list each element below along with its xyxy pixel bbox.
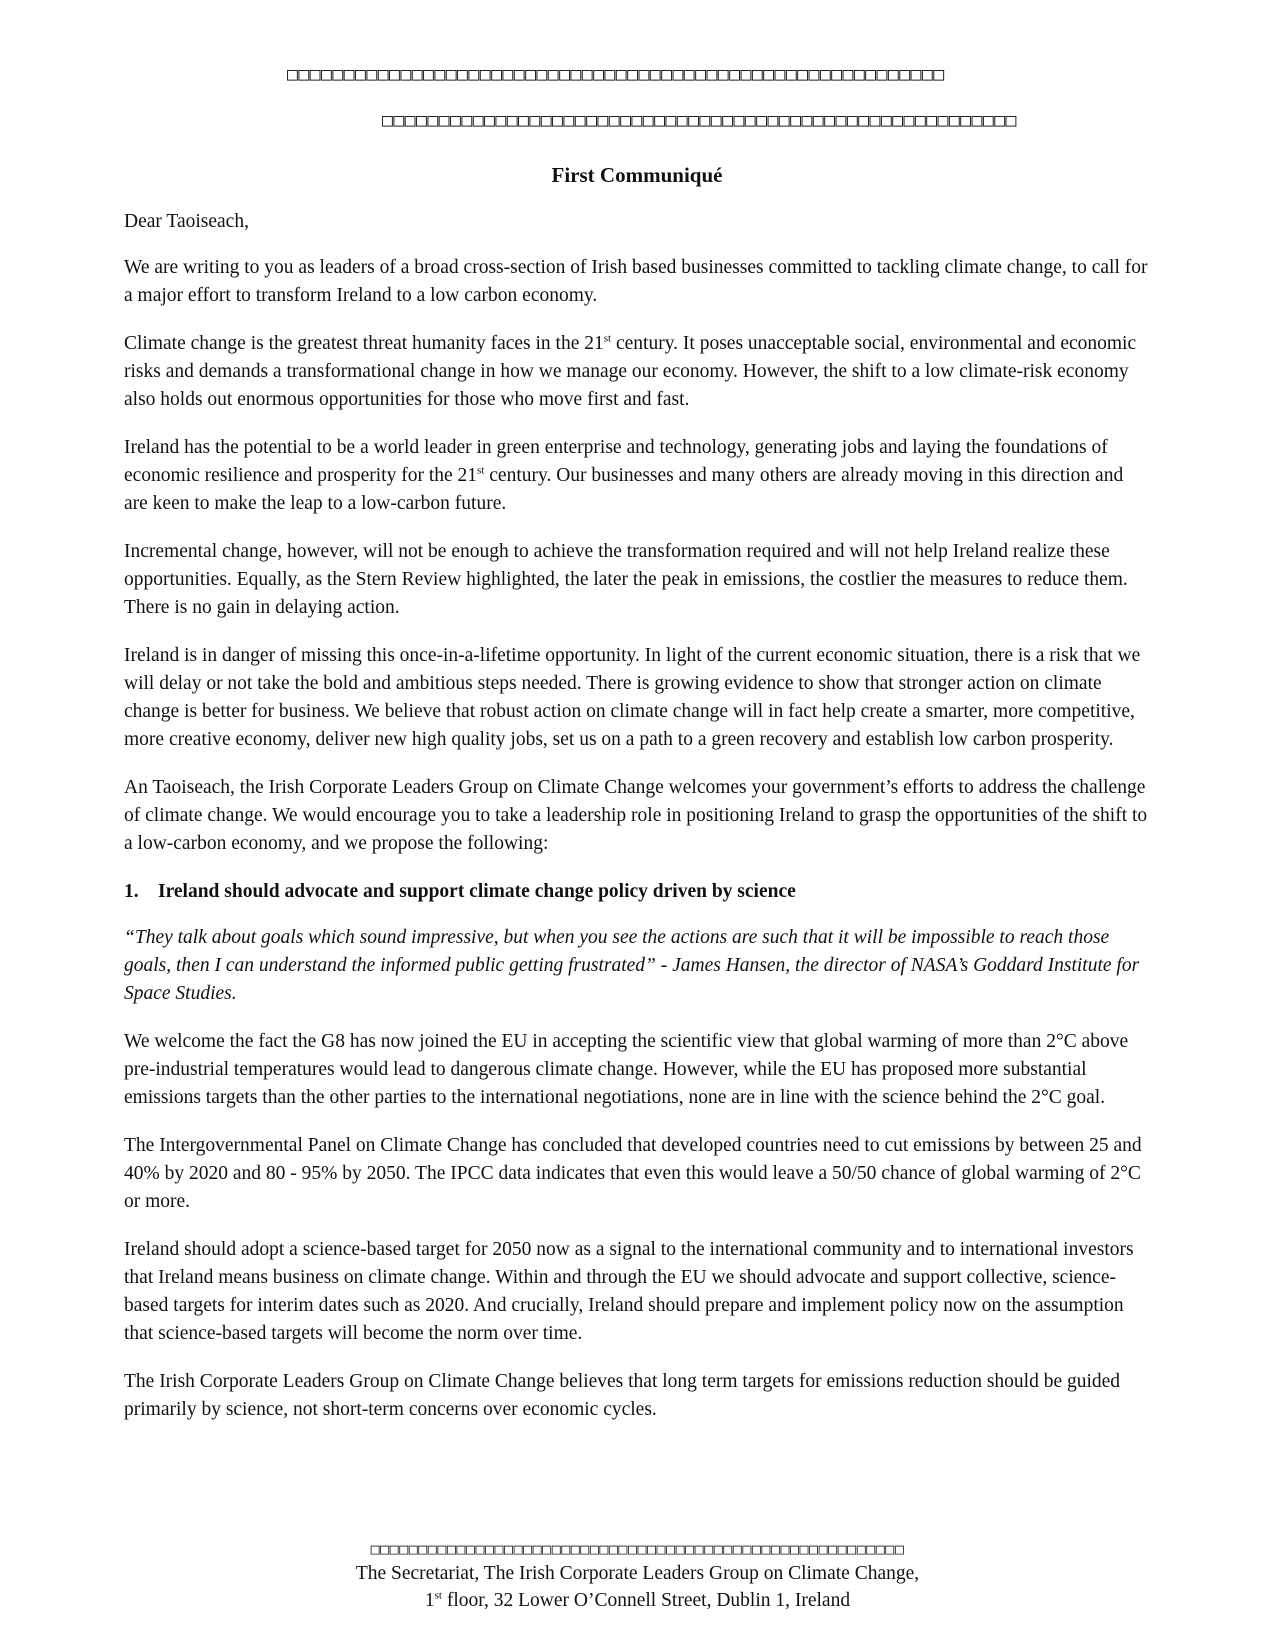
header-glyph-line-1: □□□□□□□□□□□□□□□□□□□□□□□□□□□□□□□□□□□□□□□□□□□□□□□□□□□□□□□□□□ xyxy=(287,64,945,85)
footer-address-line-1: The Secretariat, The Irish Corporate Leaders Group on Climate Change, xyxy=(355,1563,920,1584)
section-1-quote: “They talk about goals which sound impressive, but when you see the actions are such that it will be impossible to reach those goals, then I can understand the informed public getting frustrated” - James Hansen, the director of NASA’s Goddard Institute for Space Studies. xyxy=(124,927,1140,1004)
letter-body xyxy=(124,208,1150,1444)
footer xyxy=(0,1538,1275,1614)
paragraph-3: Ireland has the potential to be a world leader in green enterprise and technology, generating jobs and laying the foundations of economic resilience and prosperity for the 21st century. Our businesses and many others are already moving in this direction and are keen to make the leap to a low-carbon future. xyxy=(124,437,1124,514)
paragraph-1: We are writing to you as leaders of a broad cross-section of Irish based businesses committed to tackling climate change, to call for a major effort to transform Ireland to a low carbon economy. xyxy=(124,257,1148,306)
paragraph-6: An Taoiseach, the Irish Corporate Leaders Group on Climate Change welcomes your government’s efforts to address the challenge of climate change. We would encourage you to take a leadership role in positioning Ireland to grasp the opportunities of the shift to a low-carbon economy, and we propose the following: xyxy=(124,777,1148,854)
section-1-paragraph-4: The Irish Corporate Leaders Group on Climate Change believes that long term targets for emissions reduction should be guided primarily by science, not short-term concerns over economic cycles. xyxy=(124,1371,1121,1420)
section-1-paragraph-2: The Intergovernmental Panel on Climate Change has concluded that developed countries need to cut emissions by between 25 and 40% by 2020 and 80 - 95% by 2050. The IPCC data indicates that even this would leave a 50/50 chance of global warming of 2°C or more. xyxy=(124,1135,1142,1212)
section-1-paragraph-3: Ireland should adopt a science-based target for 2050 now as a signal to the international community and to international investors that Ireland means business on climate change. Within and through the EU we should advocate and support collective, science-based targets for interim dates such as 2020. And crucially, Ireland should prepare and implement policy now on the assumption that science-based targets will become the norm over time. xyxy=(124,1239,1134,1344)
section-1-heading: 1. Ireland should advocate and support climate change policy driven by science xyxy=(124,878,1150,906)
paragraph-4: Incremental change, however, will not be enough to achieve the transformation required and will not help Ireland realize these opportunities. Equally, as the Stern Review highlighted, the later the peak in emissions, the costlier the measures to reduce them. There is no gain in delaying action. xyxy=(124,541,1128,618)
paragraph-2: Climate change is the greatest threat humanity faces in the 21st century. It poses unacceptable social, environmental and economic risks and demands a transformational change in how we manage our economy. However, the shift to a low climate-risk economy also holds out enormous opportunities for those who move first and fast. xyxy=(124,332,1137,410)
footer-glyph-line: □□□□□□□□□□□□□□□□□□□□□□□□□□□□□□□□□□□□□□□□□□□□□□□□□□□□□□□□ xyxy=(370,1540,905,1558)
document-title: First Communiqué xyxy=(551,163,723,187)
section-1-paragraph-1: We welcome the fact the G8 has now joined the EU in accepting the scientific view that global warming of more than 2°C above pre-industrial temperatures would lead to dangerous climate change. However, while the EU has proposed more substantial emissions targets than the other parties to the international negotiations, none are in line with the science behind the 2°C goal. xyxy=(124,1031,1129,1108)
salutation: Dear Taoiseach, xyxy=(124,211,249,232)
paragraph-5: Ireland is in danger of missing this once-in-a-lifetime opportunity. In light of the current economic situation, there is a risk that we will delay or not take the bold and ambitious steps needed. There is growing evidence to show that stronger action on climate change is better for business. We believe that robust action on climate change will in fact help create a smarter, more competitive, more creative economy, deliver new high quality jobs, set us on a path to a green recovery and establish low carbon prosperity. xyxy=(124,645,1141,750)
header-glyph-line-2: □□□□□□□□□□□□□□□□□□□□□□□□□□□□□□□□□□□□□□□□□□□□□□□□□□□□□□□□ xyxy=(382,110,1017,131)
footer-address-line-2: 1st floor, 32 Lower O’Connell Street, Dublin 1, Ireland xyxy=(424,1589,851,1611)
section-number: 1. xyxy=(124,881,139,902)
